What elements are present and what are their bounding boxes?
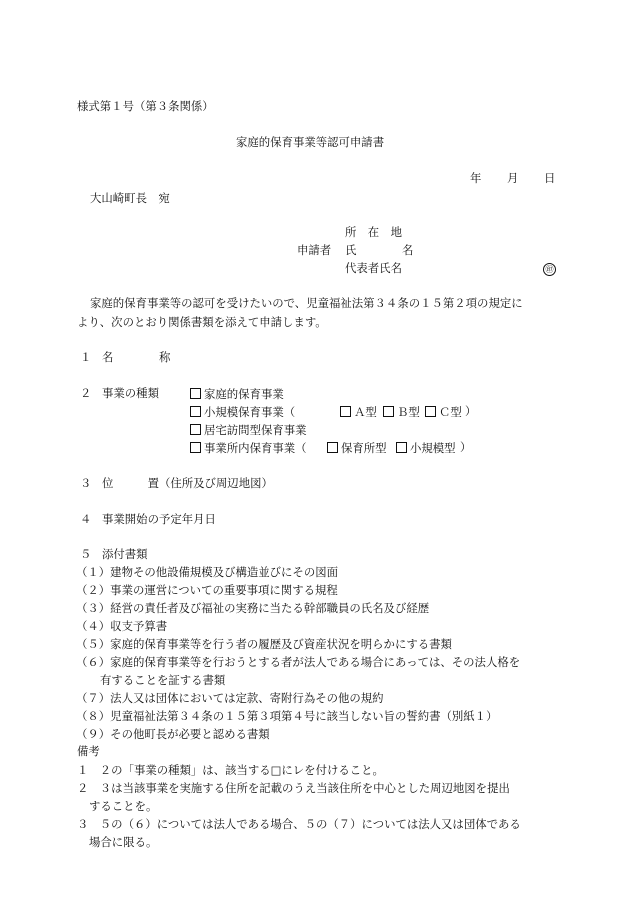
doc-item: （９）その他町長が必要と認める書類 (76, 727, 270, 741)
checkbox[interactable] (425, 406, 436, 417)
checkbox[interactable] (327, 442, 338, 453)
checkbox[interactable] (383, 406, 394, 417)
form-label: 様式第１号（第３条関係） (77, 99, 214, 113)
checkbox[interactable] (190, 442, 201, 453)
small-type-a: Ａ型 (340, 406, 377, 418)
checkbox[interactable] (190, 406, 201, 417)
date-day: 日 (544, 171, 556, 185)
item2-num: ２ (80, 386, 92, 400)
option-small-scale: 小規模保育事業（ (190, 406, 295, 418)
item3-num: ３ (80, 476, 92, 490)
item4-num: ４ (80, 512, 92, 526)
checkbox[interactable] (396, 442, 407, 453)
name-label: 氏 名 (345, 243, 414, 257)
note-line: ２ ３は当該事業を実施する住所を記載のうえ当該住所を中心とした周辺地図を提出 (77, 781, 510, 795)
applicant-label: 申請者 (297, 243, 332, 257)
option-home-care: 家庭的保育事業 (190, 388, 284, 400)
doc-item: （１）建物その他設備規模及び構造並びにその図面 (76, 565, 338, 579)
note-line-cont: することを。 (89, 799, 158, 813)
item4-label: 事業開始の予定年月日 (102, 512, 216, 526)
item5-label: 添付書類 (102, 547, 148, 561)
intro-line-2: より、次のとおり関係書類を添えて申請します。 (77, 315, 327, 329)
note-line: １ ２の「事業の種類」は、該当する□にレを付けること。 (77, 763, 384, 777)
page-title: 家庭的保育事業等認可申請書 (236, 135, 385, 149)
notes-heading: 備考 (77, 744, 100, 758)
close-paren: ） (465, 404, 477, 418)
note-line-cont: 場合に限る。 (89, 835, 158, 849)
doc-item: （４）収支予算書 (76, 619, 168, 633)
note-line: ３ ５の（６）については法人である場合、５の（７）については法人又は団体である (77, 817, 521, 831)
option-workplace: 事業所内保育事業（ (190, 442, 307, 454)
seal-mark: ㊞ (543, 263, 556, 276)
doc-item: （７）法人又は団体においては定款、寄附行為その他の規約 (76, 691, 384, 705)
item3-label: 位 置（住所及び周辺地図） (102, 476, 273, 490)
item2-label: 事業の種類 (102, 386, 159, 400)
doc-item: （２）事業の運営についての重要事項に関する規程 (76, 583, 338, 597)
small-type-b: Ｂ型 (383, 406, 420, 418)
close-paren: ） (460, 440, 472, 454)
item1-label: 名 称 (102, 350, 171, 364)
checkbox[interactable] (340, 406, 351, 417)
checkbox[interactable] (190, 388, 201, 399)
address-label: 所 在 地 (345, 225, 402, 239)
rep-label: 代表者氏名 (345, 261, 402, 275)
item1-num: １ (80, 350, 92, 364)
checkbox[interactable] (190, 424, 201, 435)
intro-line-1: 家庭的保育事業等の認可を受けたいので、児童福祉法第３４条の１５第２項の規定に (90, 296, 523, 310)
date-year: 年 (470, 171, 482, 185)
doc-item-cont: 有することを証する書類 (100, 673, 226, 687)
doc-item: （６）家庭的保育事業等を行おうとする者が法人である場合にあっては、その法人格を (76, 655, 521, 669)
doc-item: （８）児童福祉法第３４条の１５第３項第４号に該当しない旨の誓約書（別紙１） (76, 709, 498, 723)
addressee: 大山崎町長 宛 (90, 191, 170, 205)
date-month: 月 (507, 171, 519, 185)
item5-num: ５ (80, 547, 92, 561)
doc-item: （３）経営の責任者及び福祉の実務に当たる幹部職員の氏名及び経歴 (76, 601, 430, 615)
small-type-c: Ｃ型 (425, 406, 462, 418)
doc-item: （５）家庭的保育事業等を行う者の履歴及び資産状況を明らかにする書類 (76, 637, 452, 651)
option-home-visit: 居宅訪問型保育事業 (190, 424, 307, 436)
office-type-small: 小規模型 (396, 442, 456, 454)
office-type-nursery: 保育所型 (327, 442, 387, 454)
